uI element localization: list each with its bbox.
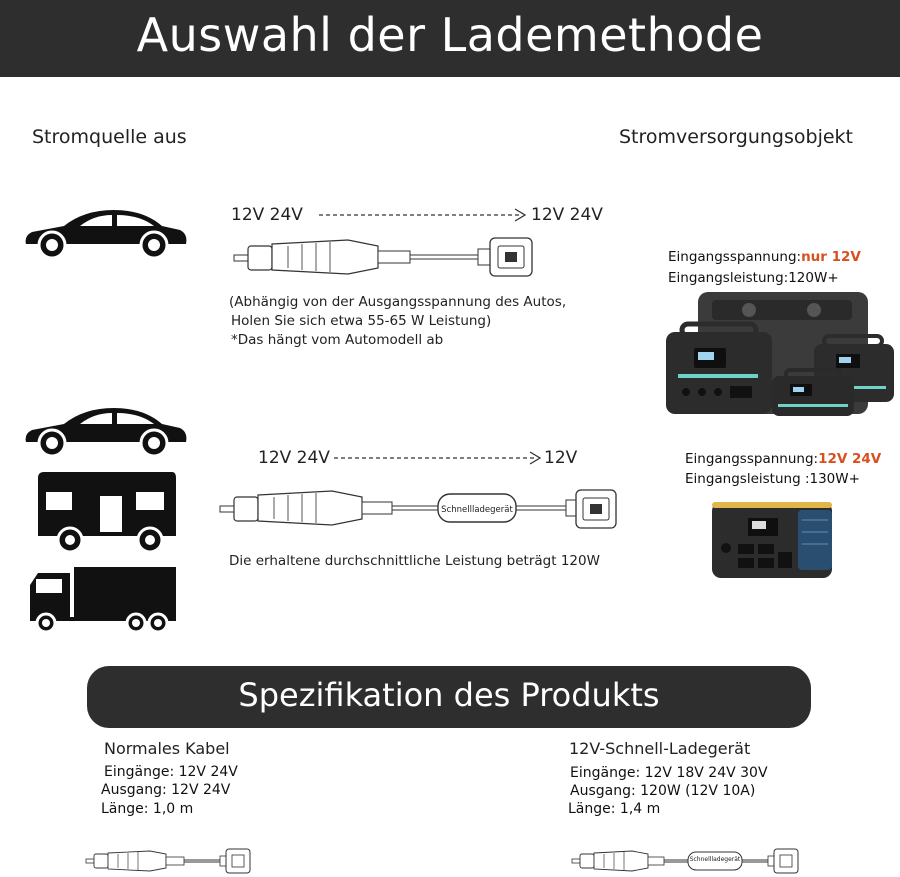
car-icon [22,204,190,260]
row1-note-3: *Das hängt vom Automodell ab [231,332,444,348]
cable-icon [216,484,620,534]
target-column-heading: Stromversorgungsobjekt [619,126,853,148]
fast-charger-cable-label: Schnellladegerät [689,856,741,863]
row2-voltage-to: 12V [544,448,578,468]
camper-van-icon [36,470,178,556]
row2-voltage-from: 12V 24V [258,448,330,468]
arrow-right-icon [332,449,548,467]
normal-cable-inputs: Eingänge: 12V 24V [104,764,238,780]
row1-input-voltage [668,249,861,265]
row1-input-power: Eingangsleistung:120W+ [668,270,839,286]
cable-icon [84,846,254,876]
source-column-heading: Stromquelle aus [32,126,187,148]
row2-charger-label: Schnellladegerät [441,505,513,515]
fast-charger-name: 12V-Schnell-Ladegerät [569,739,751,758]
cable-icon [228,232,558,282]
power-station-icon [664,288,898,418]
power-station-icon [708,492,838,582]
row2-input-voltage [685,451,881,467]
arrow-right-icon [317,206,533,224]
normal-cable-output: Ausgang: 12V 24V [101,782,231,798]
spec-title: Spezifikation des Produkts [238,676,660,714]
page-title: Auswahl der Lademethode [136,8,764,62]
row1-note-1: (Abhängig von der Ausgangsspannung des Autos, [229,294,567,310]
row1-input-voltage-label: Eingangsspannung: [668,249,802,265]
truck-icon [28,565,178,635]
row1-voltage-to: 12V 24V [531,205,603,225]
fast-charger-length: Länge: 1,4 m [568,801,661,817]
row1-note-2: Holen Sie sich etwa 55-65 W Leistung) [231,313,492,329]
row1-input-voltage-value: nur 12V [801,249,861,265]
row1-voltage-from: 12V 24V [231,205,303,225]
cable-icon [570,846,802,876]
row2-input-voltage-label: Eingangsspannung: [685,451,819,467]
normal-cable-length: Länge: 1,0 m [101,801,194,817]
car-icon [22,402,190,458]
fast-charger-output: Ausgang: 120W (12V 10A) [570,783,756,799]
header-bar [0,0,900,77]
normal-cable-name: Normales Kabel [104,739,230,758]
row2-note: Die erhaltene durchschnittliche Leistung beträgt 120W [229,553,600,569]
fast-charger-inputs: Eingänge: 12V 18V 24V 30V [570,765,768,781]
row2-input-power: Eingangsleistung :130W+ [685,471,860,487]
row2-input-voltage-value: 12V 24V [818,451,882,467]
spec-title-bar [87,666,811,728]
